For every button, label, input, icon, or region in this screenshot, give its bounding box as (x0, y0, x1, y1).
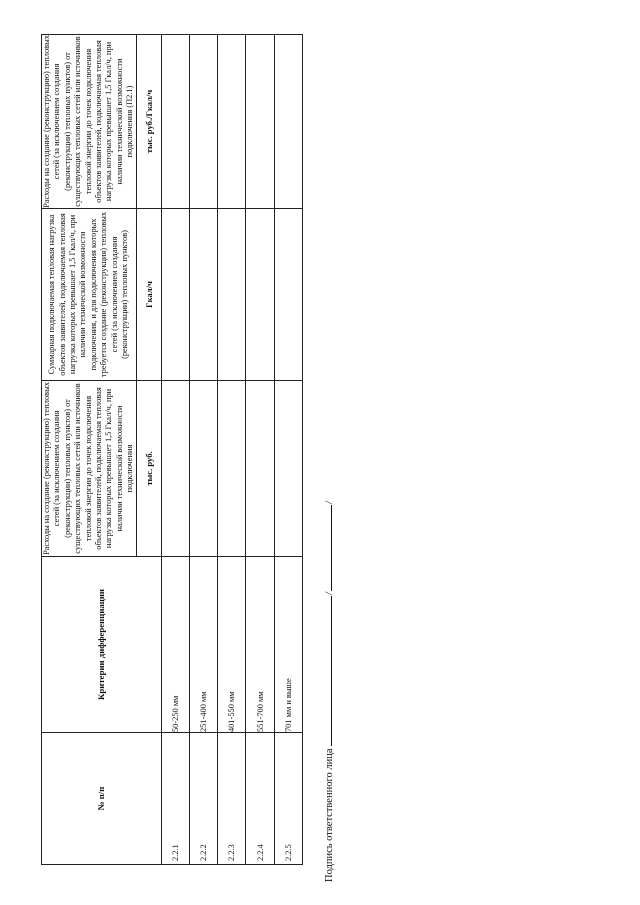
row-code: 2.2.1 (161, 733, 189, 865)
signature-separator-end: / (323, 500, 336, 505)
cell-total-load[interactable] (161, 209, 189, 381)
cell-costs[interactable] (246, 381, 274, 557)
cell-total-load[interactable] (246, 209, 274, 381)
cell-specific-costs[interactable] (218, 35, 246, 209)
table-row (161, 35, 189, 865)
signature-field[interactable] (320, 596, 332, 746)
cell-specific-costs[interactable] (246, 35, 274, 209)
cell-total-load[interactable] (218, 209, 246, 381)
unit-total-load: Гкал/ч (136, 209, 161, 381)
signature-name-field[interactable] (320, 505, 332, 591)
header-row (42, 35, 137, 865)
cell-specific-costs[interactable] (189, 35, 217, 209)
cell-specific-costs[interactable] (274, 35, 302, 209)
row-criteria: 551-700 мм (246, 557, 274, 733)
signature-label: Подпись ответственного лица (324, 748, 335, 882)
signature-separator: / (323, 591, 336, 596)
table-row (218, 35, 246, 865)
cell-total-load[interactable] (189, 209, 217, 381)
rotated-sheet (41, 35, 303, 865)
signature-line (320, 322, 335, 882)
row-code: 2.2.5 (274, 733, 302, 865)
table-row (189, 35, 217, 865)
table-row (246, 35, 274, 865)
header-specific-costs: Расходы на создание (реконструкцию) тепловых сетей (за исключением создания (реконструкции) тепловых пунктов) от существующих тепловых сетей или источников тепловой энергии до точек подключения объектов заявителей, подключаемая тепловая нагрузка которых превышает 1,5 Гкал/ч, при наличии технической возможности подключения (П2.1) (42, 35, 135, 208)
header-number: № п/п (42, 733, 162, 865)
row-criteria: 401-550 мм (218, 557, 246, 733)
row-criteria: 701 мм и выше (274, 557, 302, 733)
cell-costs[interactable] (218, 381, 246, 557)
row-criteria: 251-400 мм (189, 557, 217, 733)
cell-costs[interactable] (161, 381, 189, 557)
table-row (274, 35, 302, 865)
header-costs: Расходы на создание (реконструкцию) тепловых сетей (за исключением создания (реконструкции) тепловых пунктов) от существующих тепловых сетей или источников тепловой энергии до точек подключения объектов заявителей, подключаемая тепловая нагрузка которых превышает 1,5 Гкал/ч, при наличии технической возможности подключения (42, 382, 135, 555)
row-code: 2.2.3 (218, 733, 246, 865)
cell-total-load[interactable] (274, 209, 302, 381)
row-criteria: 50-250 мм (161, 557, 189, 733)
tariff-table (41, 34, 303, 865)
header-total-load: Суммарная подключаемая тепловая нагрузка объектов заявителей, подключаемая тепловая нагрузка которых превышает 1,5 Гкал/ч, при наличии технической возможности подключения, и для подключения которых требуется создание (реконструкция) тепловых сетей (за исключением создания (реконструкции) тепловых пунктов) (42, 209, 137, 381)
row-code: 2.2.2 (189, 733, 217, 865)
row-code: 2.2.4 (246, 733, 274, 865)
unit-costs: тыс. руб. (136, 381, 161, 557)
cell-specific-costs[interactable] (161, 35, 189, 209)
unit-specific-costs: тыс. руб./Гкал/ч (136, 35, 161, 209)
cell-costs[interactable] (189, 381, 217, 557)
header-criteria: Критерии дифференциации (42, 557, 162, 733)
cell-costs[interactable] (274, 381, 302, 557)
